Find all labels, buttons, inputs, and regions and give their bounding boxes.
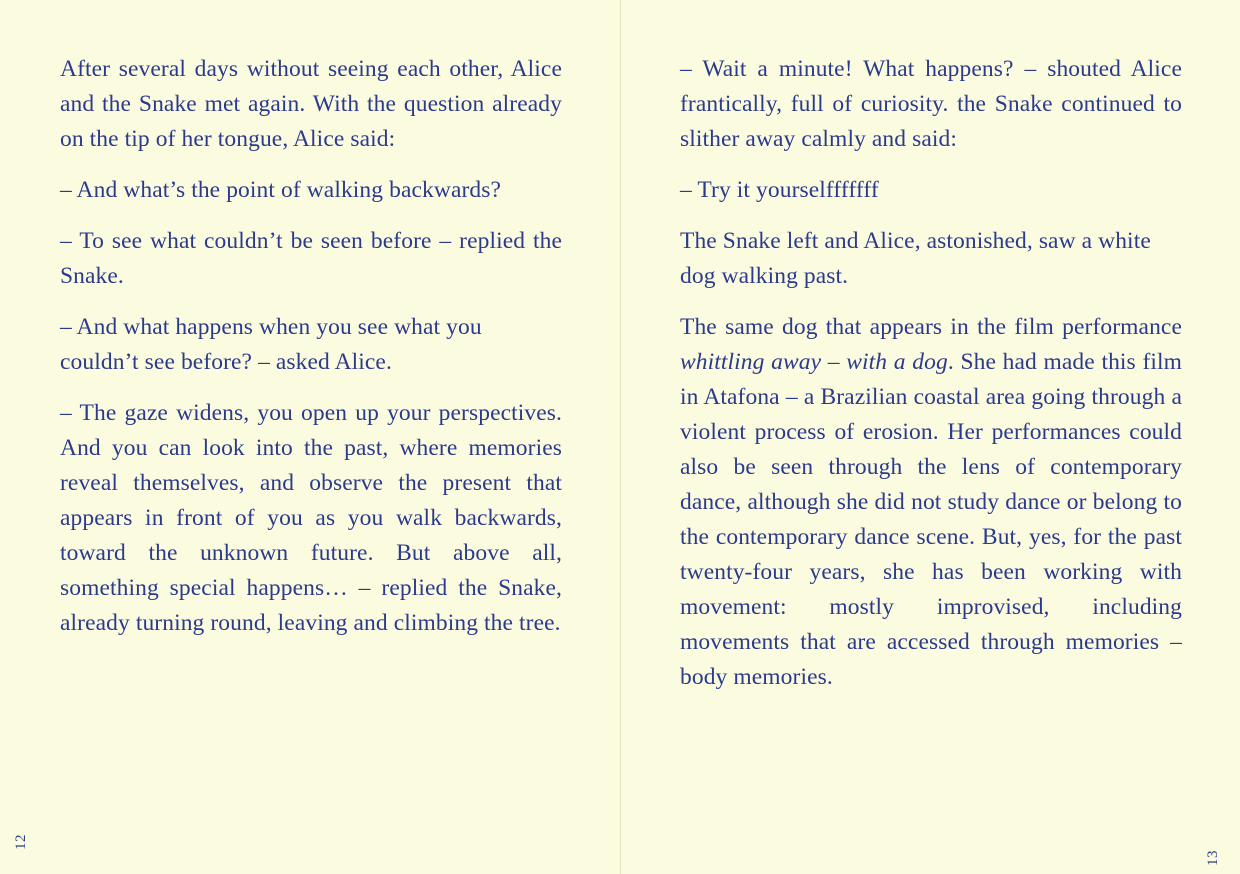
paragraph: – Wait a minute! What happens? – shouted Alice frantically, full of curiosity. the Snake continued to slither away calmly and said: [680,56,1182,152]
paragraph: After several days without seeing each other, Alice and the Snake met again. With the question already on the tip of her tongue, Alice said: [60,56,562,152]
film-title-italic: whittling away – with a dog [680,349,948,375]
paragraph: – To see what couldn’t be seen before – replied the Snake. [60,228,562,289]
paragraph: – And what happens when you see what you couldn’t see before? – asked Alice. [60,314,482,375]
page-number-right: 13 [1205,850,1221,866]
paragraph-text-before-title: The same dog that appears in the film performance [680,314,1182,340]
paragraph: – Try it yourselfffffff [680,177,879,203]
paragraph-text-after-title: . She had made this film in Atafona – a Brazilian coastal area going through a violent process of erosion. Her performances could also be seen through the lens of contemporary dance, although she did not study dance or belong to the contemporary dance scene. But, yes, for the past twenty-four years, she has been working with movement: mostly improvised, including movements that are accessed through memories – body memories. [680,349,1183,690]
paragraph: The Snake left and Alice, astonished, saw a white dog walking past. [680,228,1151,289]
paragraph: – The gaze widens, you open up your perspectives. And you can look into the past, where memories reveal themselves, and observe the present that appears in front of you as you walk backwards, toward the unknown future. But above all, something special happens… – replied the Snake, already turning round, leaving and climbing the tree. [60,400,562,636]
left-page-text-column [0,0,620,641]
right-page [620,0,1240,874]
paragraph-with-italic-title [680,310,1182,695]
page-number-left: 12 [13,834,29,850]
paragraph: – And what’s the point of walking backwards? [60,177,502,203]
right-page-text-column [620,0,1240,695]
